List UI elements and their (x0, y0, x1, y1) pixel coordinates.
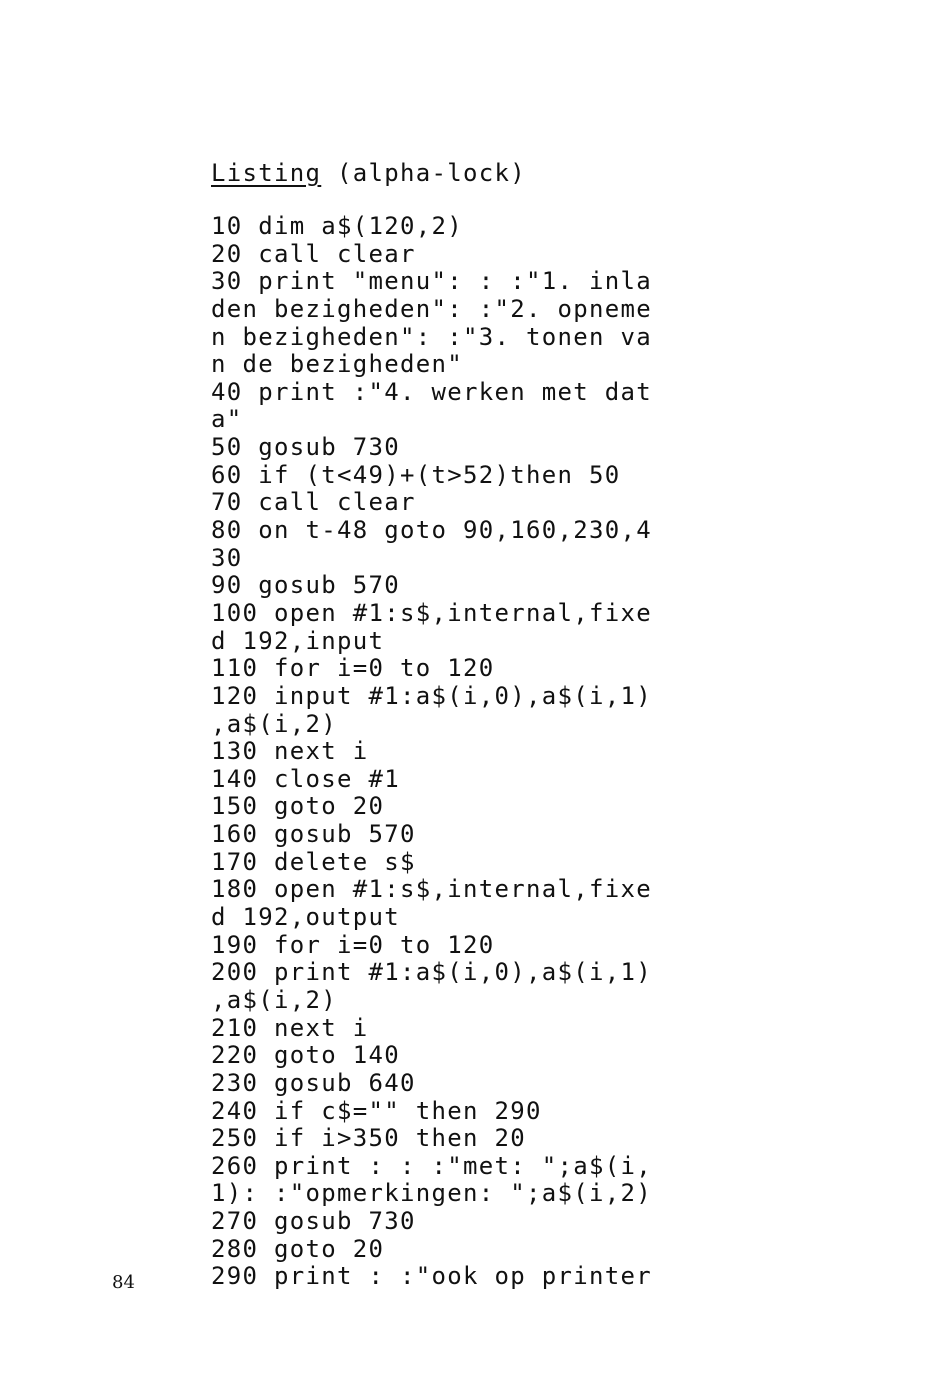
listing-heading-title: Listing (211, 159, 322, 187)
code-line: 200 print #1:a$(i,0),a$(i,1) (211, 958, 652, 987)
code-line: ,a$(i,2) (211, 985, 337, 1014)
code-line: ,a$(i,2) (211, 709, 337, 738)
code-line: 250 if i>350 then 20 (211, 1124, 526, 1153)
code-line: 30 (211, 543, 243, 572)
listing-heading (211, 158, 901, 189)
code-line: 10 dim a$(120,2) (211, 212, 463, 240)
code-line: 210 next i (211, 1013, 369, 1042)
code-line: 110 for i=0 to 120 (211, 654, 495, 683)
code-line: 280 goto 20 (211, 1234, 385, 1263)
code-line: 130 next i (211, 737, 369, 766)
code-line: d 192,input (211, 626, 385, 655)
code-line: 190 for i=0 to 120 (211, 930, 495, 959)
code-line: 160 gosub 570 (211, 820, 416, 849)
code-line: 80 on t-48 goto 90,160,230,4 (211, 516, 652, 545)
code-line: 270 gosub 730 (211, 1207, 416, 1236)
program-listing (211, 158, 901, 1291)
code-line: 1): :"opmerkingen: ";a$(i,2) (211, 1179, 652, 1208)
code-line: 60 if (t<49)+(t>52)then 50 (211, 460, 621, 489)
code-line: 100 open #1:s$,internal,fixe (211, 598, 652, 627)
code-line: 140 close #1 (211, 764, 400, 793)
code-line: den bezigheden": :"2. opneme (211, 294, 652, 323)
code-line: 50 gosub 730 (211, 433, 400, 462)
code-line: 220 goto 140 (211, 1041, 400, 1070)
listing-heading-subtitle: (alpha-lock) (321, 159, 526, 187)
code-line: 120 input #1:a$(i,0),a$(i,1) (211, 681, 652, 710)
code-line: 180 open #1:s$,internal,fixe (211, 875, 652, 904)
code-line: 290 print : :"ook op printer (211, 1262, 652, 1291)
code-line: 70 call clear (211, 488, 416, 517)
code-line: 150 goto 20 (211, 792, 385, 821)
code-line: 260 print : : :"met: ";a$(i, (211, 1151, 652, 1180)
code-line: a" (211, 405, 243, 434)
page-number: 84 (112, 1272, 135, 1293)
code-line: d 192,output (211, 903, 400, 932)
code-line: n bezigheden": :"3. tonen va (211, 322, 652, 351)
code-block (211, 213, 901, 1291)
code-line: 30 print "menu": : :"1. inla (211, 267, 652, 296)
code-line: 170 delete s$ (211, 847, 416, 876)
code-line: 240 if c$="" then 290 (211, 1096, 542, 1125)
code-line: n de bezigheden" (211, 350, 463, 379)
code-line: 40 print :"4. werken met dat (211, 377, 652, 406)
code-line: 90 gosub 570 (211, 571, 400, 600)
code-line: 230 gosub 640 (211, 1068, 416, 1097)
code-line: 20 call clear (211, 239, 416, 268)
